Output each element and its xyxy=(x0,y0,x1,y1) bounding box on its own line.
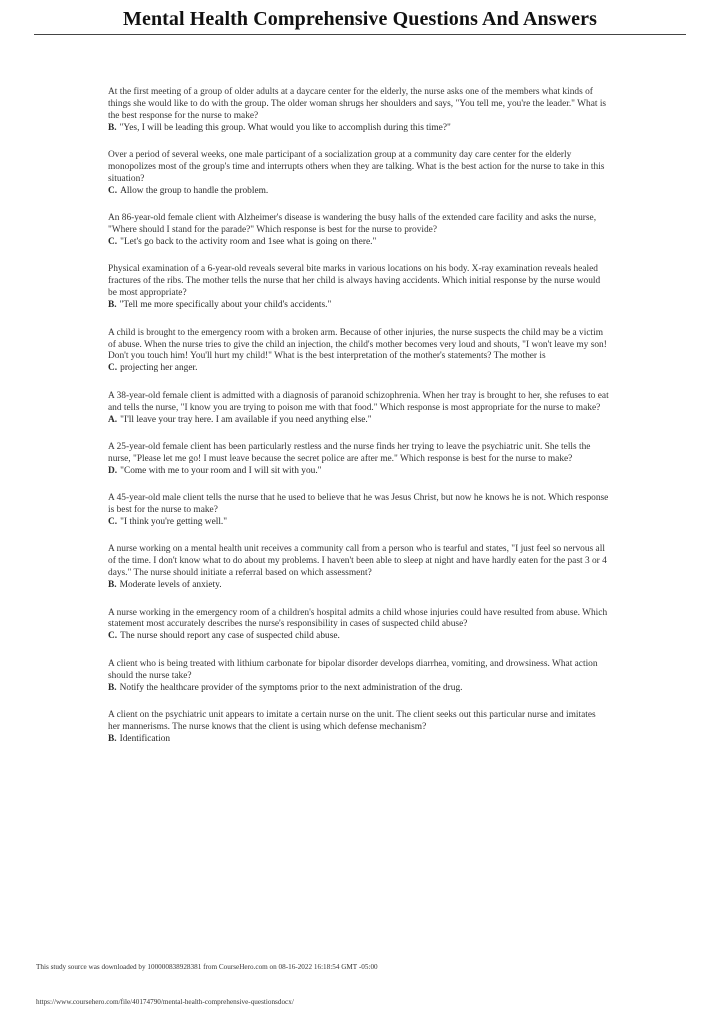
question-text: At the first meeting of a group of older adults at a daycare center for the elderly, the nurse asks one of the members what kinds of things she would like to do with the group. The older woman shrugs her shoulders and says, "You tell me, you're the leader." What is the best response for the nurse to make? xyxy=(108,87,607,121)
answer-letter: C. xyxy=(108,363,118,374)
question-text: A client who is being treated with lithium carbonate for bipolar disorder develops diarrhea, vomiting, and drowsiness. What action should the nurse take? xyxy=(108,658,598,681)
answer-text: Moderate levels of anxiety. xyxy=(119,580,222,591)
question-text: A nurse working in the emergency room of a children's hospital admits a child whose injuries could have resulted from abuse. Which statement most accurately describes the nurse's responsibility in cases of suspected child abuse? xyxy=(108,607,608,630)
answer-text: Identification xyxy=(119,733,171,744)
answer-line xyxy=(108,580,610,592)
questions-list xyxy=(108,87,610,761)
answer-line xyxy=(108,415,610,427)
answer-line xyxy=(108,517,610,529)
question-block xyxy=(108,150,610,198)
question-text: A client on the psychiatric unit appears to imitate a certain nurse on the unit. The client seeks out this particular nurse and imitates her mannerisms. The nurse knows that the client is using which defense mechanism? xyxy=(108,709,596,732)
question-text: A 25-year-old female client has been particularly restless and the nurse finds her trying to leave the psychiatric unit. She tells the nurse, "Please let me go! I must leave because the secret police are after me." Which response is best for the nurse to make? xyxy=(108,441,591,464)
answer-line xyxy=(108,237,610,249)
download-notice: This study source was downloaded by 100000838928381 from CourseHero.com on 08-16-2022 16:18:54 GMT -05:00 xyxy=(36,963,378,971)
answer-line xyxy=(108,363,610,375)
question-block xyxy=(108,710,610,746)
source-url-link[interactable]: https://www.coursehero.com/file/40174790/mental-health-comprehensive-questionsdocx/ xyxy=(36,998,294,1006)
answer-letter: B. xyxy=(108,122,117,133)
question-block xyxy=(108,391,610,427)
question-block xyxy=(108,493,610,529)
answer-letter: D. xyxy=(108,465,118,476)
answer-letter: C. xyxy=(108,631,118,642)
question-text: A 38-year-old female client is admitted with a diagnosis of paranoid schizophrenia. When her tray is brought to her, she refuses to eat and tells the nurse, "I know you are trying to poison me with that food." Which response is most appropriate for the nurse to make? xyxy=(108,390,609,413)
answer-line xyxy=(108,683,610,695)
question-block xyxy=(108,264,610,312)
answer-line xyxy=(108,734,610,746)
question-text: Physical examination of a 6-year-old reveals several bite marks in various locations on his body. X-ray examination reveals healed fractures of the ribs. The mother tells the nurse that her child is always having accidents. Which initial response by the nurse would be most appropriate? xyxy=(108,264,601,299)
question-block xyxy=(108,659,610,695)
question-text: Over a period of several weeks, one male participant of a socialization group at a community day care center for the elderly monopolizes most of the group's time and interrupts others when they are talking. What is the best action for the nurse to take in this situation? xyxy=(108,150,605,184)
page-header xyxy=(34,6,686,35)
question-text: A nurse working on a mental health unit receives a community call from a person who is tearful and states, "I just feel so nervous all of the time. I don't know what to do about my problems. I haven't been able to sleep at night and have hardly eaten for the past 3 or 4 days." The nurse should initiate a referral based on which assessment? xyxy=(108,544,607,579)
answer-letter: C. xyxy=(108,516,118,527)
answer-letter: B. xyxy=(108,682,117,693)
answer-letter: B. xyxy=(108,300,117,311)
answer-line xyxy=(108,466,610,478)
answer-line xyxy=(108,631,610,643)
answer-text: projecting her anger. xyxy=(120,363,198,374)
answer-line xyxy=(108,300,610,312)
question-block xyxy=(108,87,610,135)
question-block xyxy=(108,213,610,249)
answer-letter: B. xyxy=(108,580,117,591)
question-text: A 45-year-old male client tells the nurse that he used to believe that he was Jesus Christ, but now he knows he is not. Which response is best for the nurse to make? xyxy=(108,493,609,516)
answer-text: "Tell me more specifically about your child's accidents." xyxy=(119,300,332,311)
answer-text: Allow the group to handle the problem. xyxy=(120,185,269,196)
question-block xyxy=(108,442,610,478)
answer-text: "I'll leave your tray here. I am available if you need anything else." xyxy=(120,414,372,425)
answer-text: "Let's go back to the activity room and 1see what is going on there." xyxy=(120,237,377,248)
answer-letter: A. xyxy=(108,414,118,425)
answer-text: Notify the healthcare provider of the symptoms prior to the next administration of the drug. xyxy=(119,682,463,693)
answer-text: The nurse should report any case of suspected child abuse. xyxy=(120,631,340,642)
answer-text: "Come with me to your room and I will sit with you." xyxy=(120,465,322,476)
question-block xyxy=(108,544,610,592)
question-block xyxy=(108,328,610,376)
answer-text: "I think you're getting well." xyxy=(120,516,228,527)
question-text: An 86-year-old female client with Alzheimer's disease is wandering the busy halls of the extended care facility and asks the nurse, "Where should I stand for the parade?" Which response is best for the nurse to provide? xyxy=(108,213,597,236)
answer-letter: C. xyxy=(108,185,118,196)
question-text: A child is brought to the emergency room with a broken arm. Because of other injuries, the nurse suspects the child may be a victim of abuse. When the nurse tries to give the child an injection, the child's mother becomes very loud and shouts, "I won't leave my son! Don't you touch him! You'll hurt my child!" What is the best interpretation of the mother's statements? The mother is xyxy=(108,327,607,362)
page-title: Mental Health Comprehensive Questions And Answers xyxy=(122,8,597,30)
question-block xyxy=(108,608,610,644)
answer-text: "Yes, I will be leading this group. What would you like to accomplish during this time?" xyxy=(119,122,451,133)
answer-letter: B. xyxy=(108,733,117,744)
answer-letter: C. xyxy=(108,237,118,248)
answer-line xyxy=(108,123,610,135)
answer-line xyxy=(108,186,610,198)
